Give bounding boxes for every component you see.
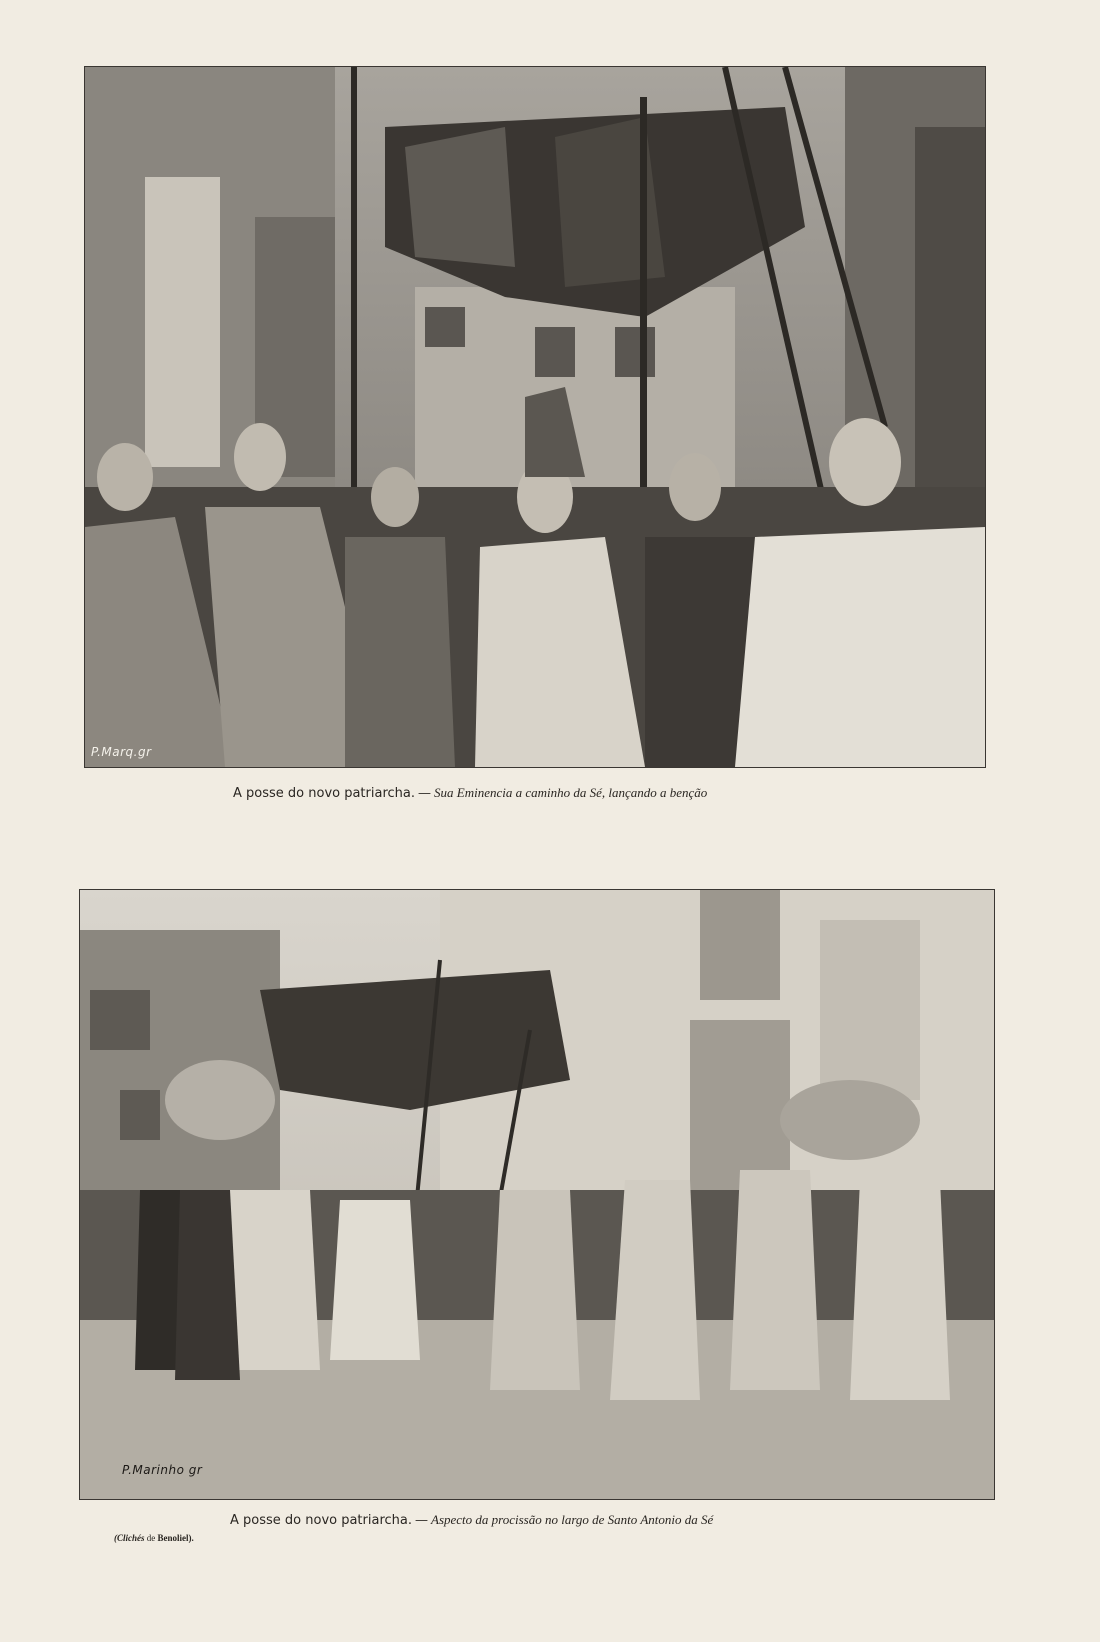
engraver-signature: P.Marinho gr <box>122 1463 203 1477</box>
caption-description: Aspecto da procissão no largo de Santo Antonio da Sé <box>431 1512 714 1527</box>
photo-credit <box>114 1533 194 1543</box>
photo-procession-blessing <box>84 66 986 768</box>
photo-procession-blessing-image <box>85 67 985 767</box>
photo-caption <box>230 1512 713 1528</box>
photo-caption <box>233 785 707 801</box>
credit-name: Benoliel). <box>157 1533 194 1543</box>
caption-lead: A posse do novo patriarcha. <box>233 786 415 801</box>
engraver-signature: P.Marq.gr <box>91 745 152 759</box>
credit-middle: de <box>146 1533 156 1543</box>
photo-procession-square <box>79 889 995 1500</box>
caption-separator: — <box>415 1513 428 1528</box>
caption-separator: — <box>418 786 431 801</box>
photo-procession-square-image <box>80 890 994 1499</box>
caption-description: Sua Eminencia a caminho da Sé, lançando a benção <box>434 785 708 800</box>
caption-lead: A posse do novo patriarcha. <box>230 1513 412 1528</box>
credit-prefix: (Clichés <box>114 1533 145 1543</box>
